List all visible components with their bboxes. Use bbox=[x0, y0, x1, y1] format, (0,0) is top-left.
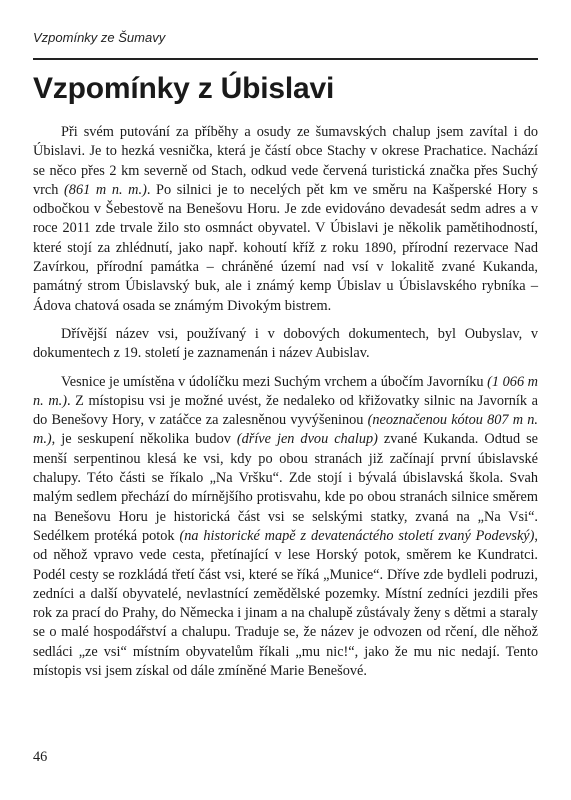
italic-run: (1 066 m n. m.) bbox=[33, 373, 539, 409]
paragraph-3 bbox=[33, 373, 538, 682]
italic-run: (neoznačenou kótou 807 m n. m.) bbox=[33, 412, 538, 448]
body-text bbox=[33, 123, 538, 681]
header-rule bbox=[33, 58, 538, 60]
text-run: Vesnice je umístěna v údolíčku mezi Suchým vrchem a úbočím Javorníku bbox=[61, 373, 488, 390]
italic-run: (dříve jen dvou chalup) bbox=[236, 431, 378, 448]
text-run: Při svém putování za příběhy a osudy ze šumavských chalup jsem zavítal i do Úbislavi. Je to hezká vesnička, která je částí obce Stachy v okrese Prachatice. Nachází se něco přes 2 km severně od Stach, odkud vede červená turistická značka přes Suchý vrch bbox=[33, 124, 538, 198]
page-number: 46 bbox=[33, 749, 48, 765]
italic-run: (861 m n. m.) bbox=[64, 181, 147, 198]
text-run: zvané Kukanda. Odtud se menší serpentinou klesá ke vsi, kdy po obou stranách již začínají první úbislavské chalupy. Této části se říkalo „Na Vršku“. Zde stojí i bývalá úbislavská škola. Svah malým sedlem přechází do mírnějšího protisvahu, kde po obou stranách silnice směrem na Benešovu Horu je historická část vsi se selskými statky, zvaná na „Na Vsi“. Sedélkem protéká potok bbox=[33, 431, 539, 544]
paragraph-1 bbox=[33, 123, 538, 316]
text-run: , od něhož vpravo vede cesta, přetínající v lese Horský potok, směrem ke Kundratci. Podél cesty se rozkládá třetí část vsi, které se říká „Munice“. Dříve zde bydleli podruzi, zedníci a další obyvatelé, nevlastnící zemědělské pozemky. Místní zedníci jezdili přes rok za prací do Prahy, do Německa i jinam a na chalupě zůstávaly ženy s dětmi a staraly se o malé hospodářství a chalupu. Traduje se, že název je odvozen od rčení, dle něhož sedláci „ze vsi“ místním obyvatelům říkali „mu nic!“, jako že mu nic nedají. Tento místopis vsi jsem získal od dále zmíněné Marie Benešové. bbox=[33, 527, 538, 680]
chapter-title: Vzpomínky z Úbislavi bbox=[33, 72, 335, 105]
text-run: . Z místopisu vsi je možné uvést, že nedaleko od křižovatky silnic na Javorník a do Benešovy Hory, v zatáčce za zalesněnou vyvýšeninou bbox=[33, 392, 538, 429]
running-header: Vzpomínky ze Šumavy bbox=[33, 30, 166, 45]
italic-run: (na historické mapě z devatenáctého století zvaný Podevský) bbox=[179, 527, 535, 544]
text-run: , je seskupení několika budov bbox=[51, 431, 237, 448]
text-run: Dřívější název vsi, používaný i v dobových dokumentech, byl Oubyslav, v dokumentech z 19. století je zaznamenán i název Aubislav. bbox=[33, 325, 538, 362]
text-run: . Po silnici je to necelých pět km ve směru na Kašperské Hory s odbočkou v Šebestově na Benešovu Horu. Je zde evidováno devadesát sedm adres a v roce 2011 zde trvale žilo sto osmnáct obyvatel. V Úbislavi je několik pamětihodností, které stojí za zhlédnutí, jako např. kohoutí kříž z roku 1890, přírodní rezervace Nad Zavírkou, přírodní památka – chráněné území nad vsí v lokalitě zvané Kukanda, památný strom Úbislavský buk, ale i známý kemp Úbislav u Úbislavského rybníka – Ádova chatová osada se známým Divokým bistrem. bbox=[33, 181, 538, 314]
paragraph-2 bbox=[33, 325, 538, 364]
